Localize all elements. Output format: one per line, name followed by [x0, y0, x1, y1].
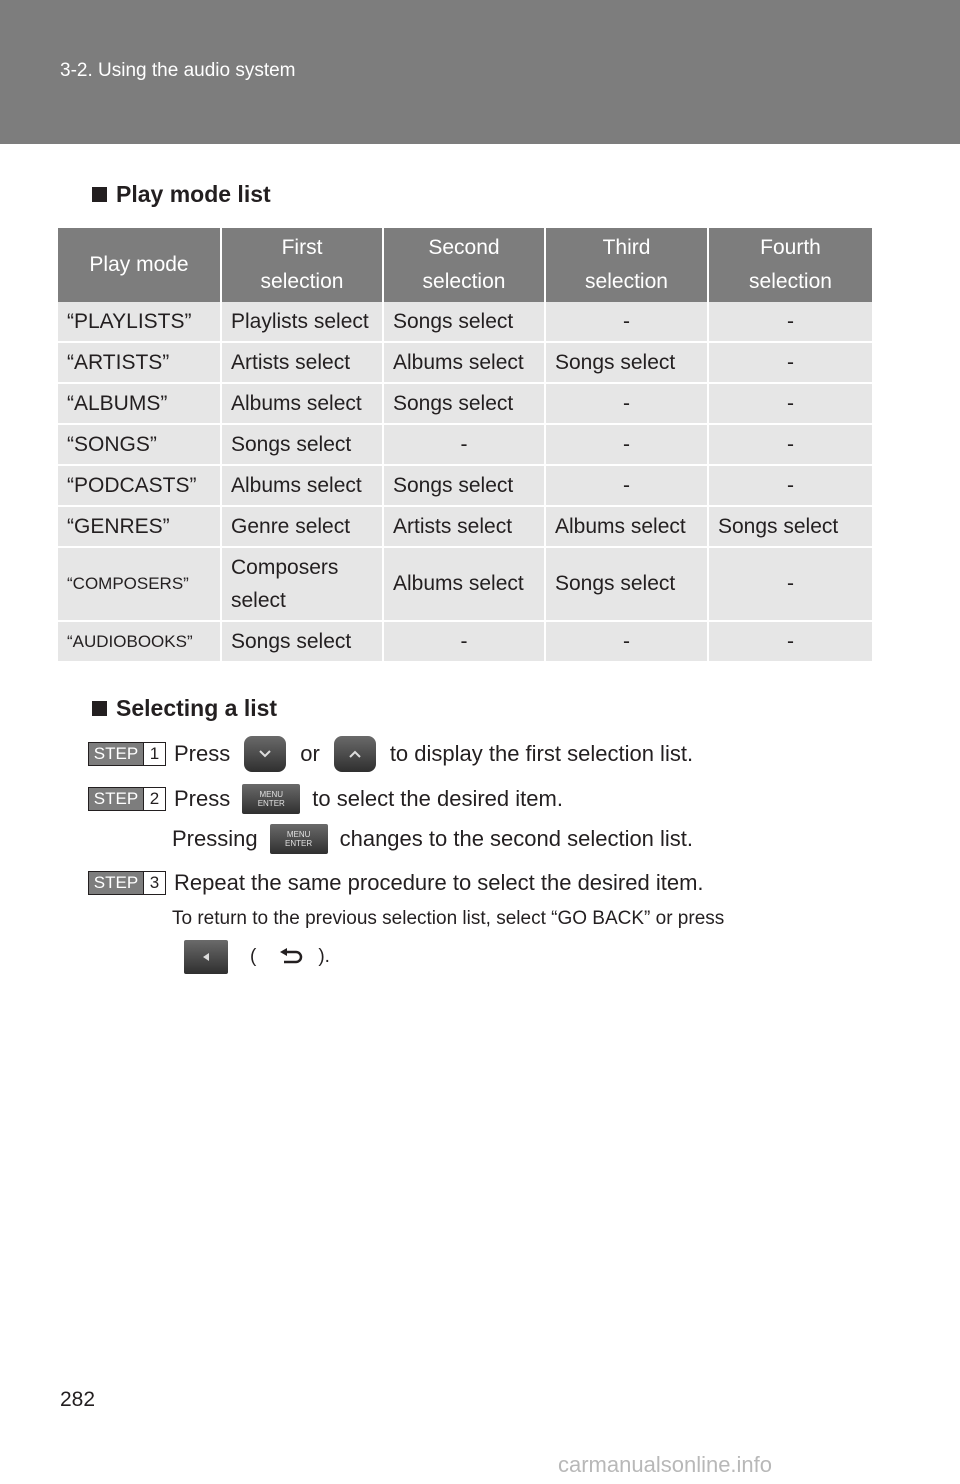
- table-cell: “ALBUMS”: [58, 383, 221, 424]
- table-cell: Songs select: [383, 465, 545, 506]
- step-2-detail: [172, 824, 693, 854]
- table-cell: Albums select: [545, 506, 708, 547]
- header-fourth-selection: [708, 228, 872, 302]
- return-arrow-icon: [278, 948, 304, 966]
- table-cell: “GENRES”: [58, 506, 221, 547]
- table-cell: -: [708, 465, 872, 506]
- table-cell: “COMPOSERS”: [58, 547, 221, 621]
- table-cell: -: [545, 621, 708, 662]
- enter-label: ENTER: [285, 839, 313, 848]
- step-2-rest: to select the desired item.: [312, 786, 563, 811]
- step-1-or: or: [300, 741, 320, 766]
- play-mode-heading: [92, 181, 271, 208]
- header-second-text: Second selection: [422, 236, 506, 293]
- table-cell: -: [545, 424, 708, 465]
- open-paren: (: [250, 946, 257, 967]
- step-2-press: Press: [174, 786, 231, 811]
- table-row: [58, 302, 872, 342]
- header-fourth-text: Fourth selection: [749, 236, 832, 293]
- table-cell: “SONGS”: [58, 424, 221, 465]
- selecting-heading: [92, 695, 277, 722]
- table-cell: “AUDIOBOOKS”: [58, 621, 221, 662]
- section-title: 3-2. Using the audio system: [60, 60, 296, 81]
- header-third-selection: [545, 228, 708, 302]
- table-cell: -: [708, 383, 872, 424]
- table-cell: -: [708, 424, 872, 465]
- step-3: [88, 870, 704, 896]
- step-number: 1: [143, 743, 165, 765]
- step-label: STEP: [89, 788, 143, 810]
- step-label: STEP: [89, 872, 143, 894]
- play-mode-heading-text: Play mode list: [116, 181, 271, 207]
- table-row: [58, 547, 872, 621]
- page-number: 282: [60, 1388, 96, 1411]
- table-cell: Albums select: [221, 383, 383, 424]
- table-cell: Albums select: [383, 342, 545, 383]
- table-cell: Artists select: [383, 506, 545, 547]
- note-text: To return to the previous selection list, select “GO BACK” or press: [172, 908, 725, 929]
- table-row: [58, 506, 872, 547]
- table-cell: Songs select: [545, 547, 708, 621]
- table-cell: -: [708, 547, 872, 621]
- table-header-row: [58, 228, 872, 302]
- step-2: [88, 784, 563, 814]
- table-cell: Songs select: [545, 342, 708, 383]
- header-second-selection: [383, 228, 545, 302]
- table-cell: -: [545, 383, 708, 424]
- table-cell: -: [708, 342, 872, 383]
- play-mode-table: [58, 228, 872, 663]
- table-row: [58, 465, 872, 506]
- table-row: [58, 383, 872, 424]
- step-label: STEP: [89, 743, 143, 765]
- step-badge: [88, 871, 166, 895]
- menu-label: MENU: [259, 790, 284, 799]
- table-cell: -: [383, 424, 545, 465]
- table-cell: Songs select: [383, 383, 545, 424]
- table-cell: -: [708, 621, 872, 662]
- step-badge: [88, 787, 166, 811]
- close-paren: ).: [318, 946, 330, 967]
- menu-enter-icon: [270, 824, 328, 854]
- table-row: [58, 424, 872, 465]
- step-1-rest: to display the first selection list.: [389, 741, 694, 766]
- table-cell: -: [383, 621, 545, 662]
- chevron-up-icon: [334, 736, 376, 772]
- menu-label: MENU: [286, 830, 311, 839]
- table-cell: Composers select: [221, 547, 383, 621]
- step-3-text: Repeat the same procedure to select the desired item.: [174, 870, 704, 895]
- table-cell: Playlists select: [221, 302, 383, 342]
- table-cell: Albums select: [221, 465, 383, 506]
- step-2-pressing-rest: changes to the second selection list.: [339, 826, 694, 851]
- table-cell: “PODCASTS”: [58, 465, 221, 506]
- table-cell: -: [708, 302, 872, 342]
- table-row: [58, 342, 872, 383]
- selecting-heading-text: Selecting a list: [116, 695, 278, 721]
- header-band: [0, 0, 960, 144]
- menu-enter-icon: [242, 784, 300, 814]
- step-1-press: Press: [174, 741, 231, 766]
- header-first-text: First selection: [260, 236, 344, 293]
- watermark: carmanualsonline.info: [558, 1452, 773, 1477]
- step-number: 2: [143, 788, 165, 810]
- table-cell: Songs select: [383, 302, 545, 342]
- step-2-pressing: Pressing: [172, 826, 258, 851]
- header-third-text: Third selection: [585, 236, 668, 293]
- table-row: [58, 621, 872, 662]
- table-cell: Artists select: [221, 342, 383, 383]
- table-cell: “PLAYLISTS”: [58, 302, 221, 342]
- header-play-mode: Play mode: [58, 228, 221, 302]
- chevron-down-icon: [244, 736, 286, 772]
- back-button-icon: [184, 940, 228, 974]
- step-1: [88, 736, 693, 772]
- table-cell: Genre select: [221, 506, 383, 547]
- square-bullet-icon: [92, 701, 107, 716]
- header-first-selection: [221, 228, 383, 302]
- table-cell: -: [545, 465, 708, 506]
- table-cell: Songs select: [221, 424, 383, 465]
- square-bullet-icon: [92, 187, 107, 202]
- step-number: 3: [143, 872, 165, 894]
- note-buttons: [184, 940, 330, 974]
- table-cell: Songs select: [221, 621, 383, 662]
- table-cell: Songs select: [708, 506, 872, 547]
- table-cell: “ARTISTS”: [58, 342, 221, 383]
- table-cell: Albums select: [383, 547, 545, 621]
- enter-label: ENTER: [257, 799, 285, 808]
- table-cell: -: [545, 302, 708, 342]
- step-badge: [88, 742, 166, 766]
